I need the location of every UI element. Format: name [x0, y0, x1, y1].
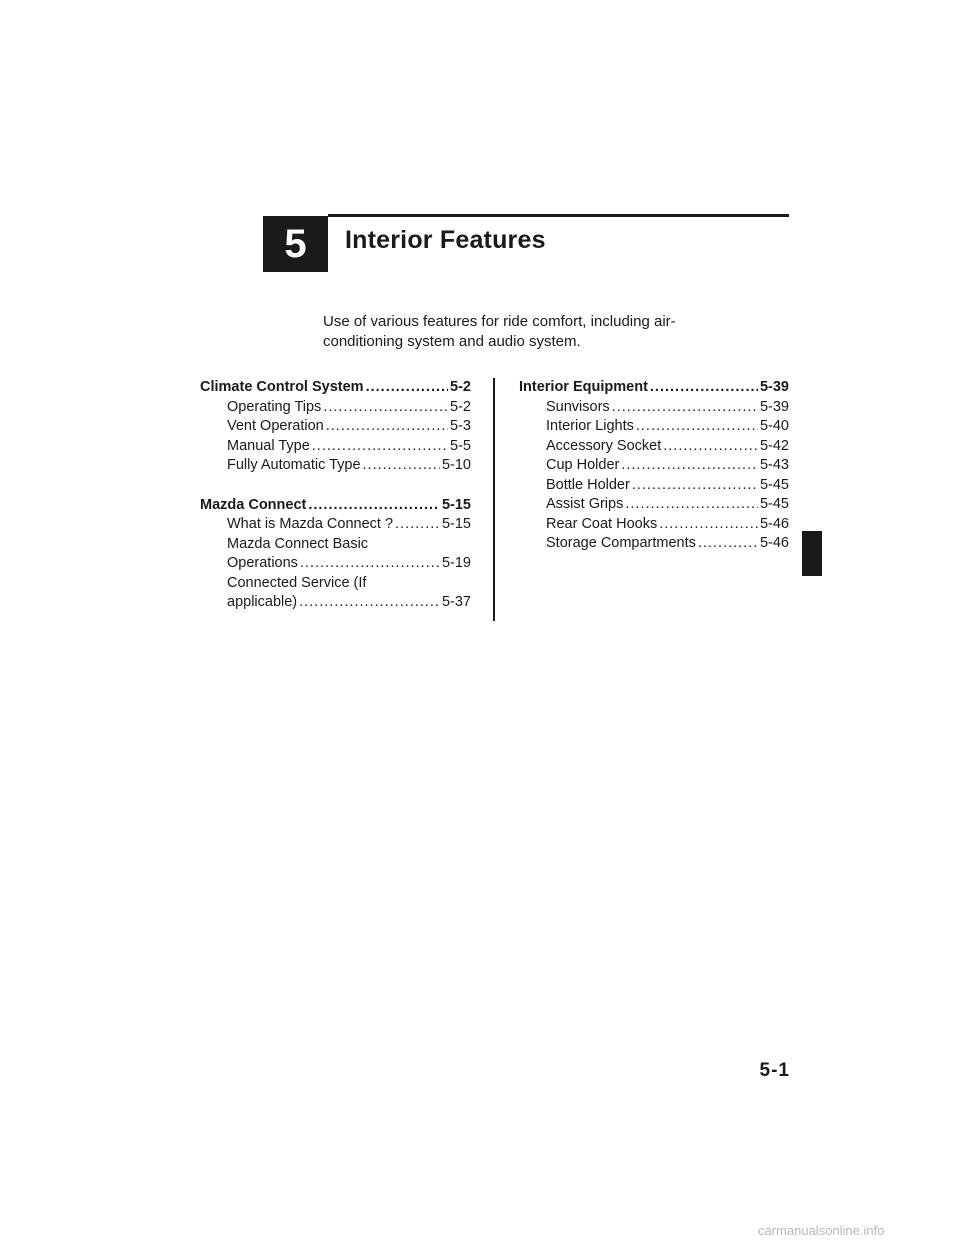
- toc-item-fully-automatic-type[interactable]: [200, 456, 471, 476]
- toc-item-rear-coat-hooks[interactable]: [519, 515, 789, 535]
- leader-dots: [323, 398, 448, 418]
- toc-page: 5-40: [759, 418, 789, 434]
- chapter-title-rule: [328, 214, 789, 217]
- leader-dots: [621, 456, 758, 476]
- toc-heading-interior-equipment[interactable]: [519, 378, 789, 398]
- toc-page: 5-45: [759, 496, 789, 512]
- toc-label: Operating Tips: [227, 398, 322, 415]
- toc-page: 5-5: [450, 437, 471, 454]
- toc-label: Assist Grips: [546, 496, 624, 512]
- toc-page: 5-39: [759, 379, 789, 395]
- toc-page: 5-46: [759, 535, 789, 551]
- toc-item-what-is-mazda-connect[interactable]: [200, 515, 471, 535]
- chapter-intro: Use of various features for ride comfort, including air-conditioning system and audio system.: [323, 313, 676, 350]
- toc-label: Fully Automatic Type: [227, 457, 361, 473]
- leader-dots: [312, 437, 448, 457]
- toc-item-connected-service[interactable]: [200, 574, 471, 613]
- chapter-number-box: 5: [263, 216, 328, 272]
- chapter-title: Interior Features: [345, 226, 546, 254]
- toc-label: Manual Type: [227, 437, 310, 454]
- toc-item-sunvisors[interactable]: [519, 398, 789, 418]
- toc-page: 5-15: [441, 496, 471, 513]
- page-number: 5-1: [759, 1060, 790, 1081]
- leader-dots: [698, 534, 758, 554]
- toc-right-column: [519, 378, 789, 574]
- column-divider: [493, 378, 495, 621]
- toc-heading-mazda-connect[interactable]: [200, 496, 471, 516]
- toc-item-operating-tips[interactable]: [200, 398, 471, 418]
- leader-dots: [659, 515, 758, 535]
- leader-dots: [395, 515, 440, 535]
- toc-label: Interior Lights: [546, 418, 634, 434]
- toc-heading-climate-control[interactable]: [200, 378, 471, 398]
- toc-page: 5-2: [450, 398, 471, 415]
- toc-page: 5-46: [759, 515, 789, 532]
- leader-dots: [612, 398, 758, 418]
- toc-page: 5-37: [441, 594, 471, 610]
- leader-dots: [663, 437, 758, 457]
- chapter-edge-tab: [802, 531, 822, 576]
- leader-dots: [326, 417, 448, 437]
- toc-group-mazda-connect: [200, 496, 471, 613]
- toc-label: Mazda Connect: [200, 496, 307, 513]
- leader-dots: [632, 476, 758, 496]
- toc-label: Storage Compartments: [546, 535, 696, 551]
- toc-label: Rear Coat Hooks: [546, 515, 658, 532]
- toc-item-assist-grips[interactable]: [519, 495, 789, 515]
- leader-dots: [625, 495, 758, 515]
- toc-group-interior-equipment: [519, 378, 789, 554]
- leader-dots: [366, 378, 448, 398]
- toc-item-storage-compartments[interactable]: [519, 534, 789, 554]
- toc-label: Accessory Socket: [546, 437, 662, 454]
- toc-label: Bottle Holder: [546, 476, 630, 493]
- toc-label-line1: Mazda Connect Basic: [227, 535, 369, 552]
- toc-page: 5-2: [450, 379, 471, 395]
- toc-label-line1: Connected Service (If: [227, 574, 367, 591]
- toc-page: 5-10: [441, 457, 471, 473]
- toc-page: 5-15: [441, 516, 471, 532]
- toc-label: Vent Operation: [227, 418, 324, 434]
- toc-item-cup-holder[interactable]: [519, 456, 789, 476]
- leader-dots: [650, 378, 758, 398]
- toc-label: Interior Equipment: [519, 379, 648, 395]
- leader-dots: [636, 417, 758, 437]
- leader-dots: [299, 593, 440, 613]
- toc-item-basic-operations[interactable]: [200, 535, 471, 574]
- toc-item-bottle-holder[interactable]: [519, 476, 789, 496]
- toc-page: 5-19: [441, 555, 471, 571]
- leader-dots: [300, 554, 440, 574]
- toc-item-interior-lights[interactable]: [519, 417, 789, 437]
- leader-dots: [363, 456, 440, 476]
- toc-label: Cup Holder: [546, 457, 620, 473]
- leader-dots: [308, 496, 440, 516]
- toc-label: Sunvisors: [546, 398, 610, 415]
- watermark: carmanualsonline.info: [758, 1223, 885, 1238]
- toc-page: 5-43: [759, 457, 789, 473]
- toc-label: Climate Control System: [200, 379, 364, 395]
- toc-page: 5-45: [759, 476, 789, 493]
- toc-page: 5-3: [450, 418, 471, 434]
- toc-group-climate-control: [200, 378, 471, 476]
- toc-item-accessory-socket[interactable]: [519, 437, 789, 457]
- toc-item-vent-operation[interactable]: [200, 417, 471, 437]
- toc-label: Operations: [227, 555, 298, 571]
- toc-label: applicable): [227, 594, 298, 610]
- toc-page: 5-39: [759, 398, 789, 415]
- toc-item-manual-type[interactable]: [200, 437, 471, 457]
- toc-left-column: [200, 378, 471, 633]
- toc-label: What is Mazda Connect ?: [227, 516, 394, 532]
- toc-page: 5-42: [759, 437, 789, 454]
